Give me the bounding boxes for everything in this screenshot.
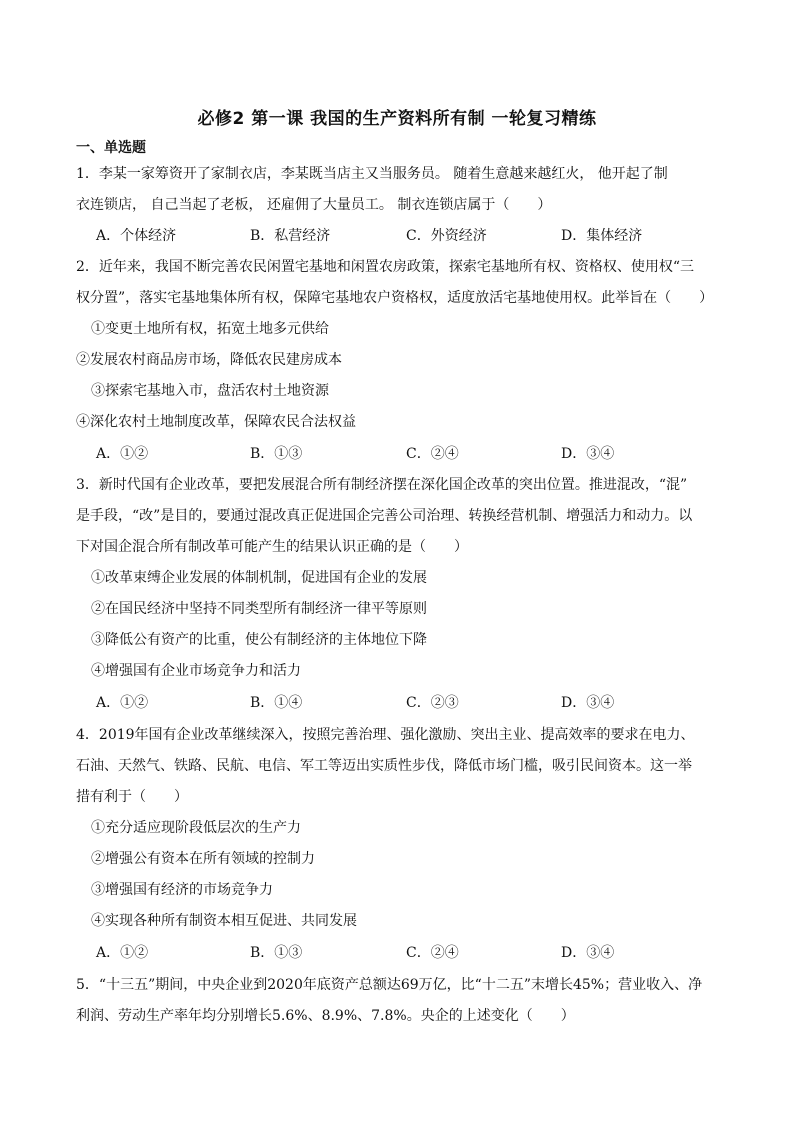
statement-option: ④深化农村土地制度改革，保障农民合法权益 <box>76 414 356 430</box>
choice-b[interactable]: B．私营经济 <box>250 228 331 244</box>
statement-option: ①改革束缚企业发展的体制机制，促进国有企业的发展 <box>91 570 427 586</box>
question-stem-line: 衣连锁店， 自己当起了老板， 还雇佣了大量员工。 制衣连锁店属于（ ） <box>76 197 552 213</box>
choice-c[interactable]: C．②④ <box>406 945 459 961</box>
question-stem-line: 3．新时代国有企业改革，要把发展混合所有制经济摆在深化国企改革的突出位置。推进混改，“混” <box>76 477 688 493</box>
choice-c[interactable]: C．②④ <box>406 446 459 462</box>
choice-c[interactable]: C．②③ <box>406 695 459 711</box>
statement-option: ③增强国有经济的市场竞争力 <box>91 882 273 898</box>
question-stem-line: 2．近年来，我国不断完善农民闲置宅基地和闲置农房政策，探索宅基地所有权、资格权、使用权“三 <box>76 259 695 275</box>
choice-a[interactable]: A．个体经济 <box>96 228 177 244</box>
statement-option: ③降低公有资产的比重，使公有制经济的主体地位下降 <box>91 632 427 648</box>
question-stem-line: 石油、天然气、铁路、民航、电信、军工等迈出实质性步伐，降低市场门槛，吸引民间资本。这一举 <box>76 758 692 774</box>
choice-a[interactable]: A．①② <box>96 695 149 711</box>
statement-option: ①充分适应现阶段低层次的生产力 <box>91 820 301 836</box>
statement-option: ②发展农村商品房市场，降低农民建房成本 <box>76 352 342 368</box>
question-stem-line: 下对国企混合所有制改革可能产生的结果认识正确的是（ ） <box>76 539 468 555</box>
statement-option: ④增强国有企业市场竞争力和活力 <box>91 663 301 679</box>
choice-a[interactable]: A．①② <box>96 945 149 961</box>
choice-d[interactable]: D．③④ <box>561 446 615 462</box>
choice-d[interactable]: D．③④ <box>561 945 615 961</box>
question-stem-line: 是手段，“改”是目的，要通过混改真正促进国企完善公司治理、转换经营机制、增强活力和动力。以 <box>76 508 693 524</box>
section-heading: 一、单选题 <box>76 140 146 156</box>
choice-a[interactable]: A．①② <box>96 446 149 462</box>
statement-option: ①变更土地所有权，拓宽土地多元供给 <box>91 321 329 337</box>
question-stem-line: 4．2019年国有企业改革继续深入，按照完善治理、强化激励、突出主业、提高效率的要求在电力、 <box>76 727 695 743</box>
choice-b[interactable]: B．①③ <box>250 945 303 961</box>
choice-d[interactable]: D．集体经济 <box>561 228 643 244</box>
choice-b[interactable]: B．①④ <box>250 695 303 711</box>
choice-b[interactable]: B．①③ <box>250 446 303 462</box>
statement-option: ③探索宅基地入市，盘活农村土地资源 <box>91 383 329 399</box>
statement-option: ④实现各种所有制资本相互促进、共同发展 <box>91 913 357 929</box>
question-stem-line: 5．“十三五”期间，中央企业到2020年底资产总额达69万亿，比“十二五”末增长45%；营业收入、净 <box>76 977 703 993</box>
choice-d[interactable]: D．③④ <box>561 695 615 711</box>
question-stem-line: 1．李某一家筹资开了家制衣店，李某既当店主又当服务员。 随着生意越来越红火， 他开起了制 <box>76 166 668 182</box>
choice-c[interactable]: C．外资经济 <box>406 228 487 244</box>
question-stem-line: 权分置”，落实宅基地集体所有权，保障宅基地农户资格权，适度放活宅基地使用权。此举旨在（ ） <box>76 290 714 306</box>
page-title: 必修2 第一课 我国的生产资料所有制 一轮复习精练 <box>197 109 597 129</box>
statement-option: ②在国民经济中坚持不同类型所有制经济一律平等原则 <box>91 601 427 617</box>
question-stem-line: 利润、劳动生产率年均分别增长5.6%、8.9%、7.8%。央企的上述变化（ ） <box>76 1008 575 1024</box>
statement-option: ②增强公有资本在所有领域的控制力 <box>91 851 315 867</box>
question-stem-line: 措有利于（ ） <box>76 789 188 805</box>
